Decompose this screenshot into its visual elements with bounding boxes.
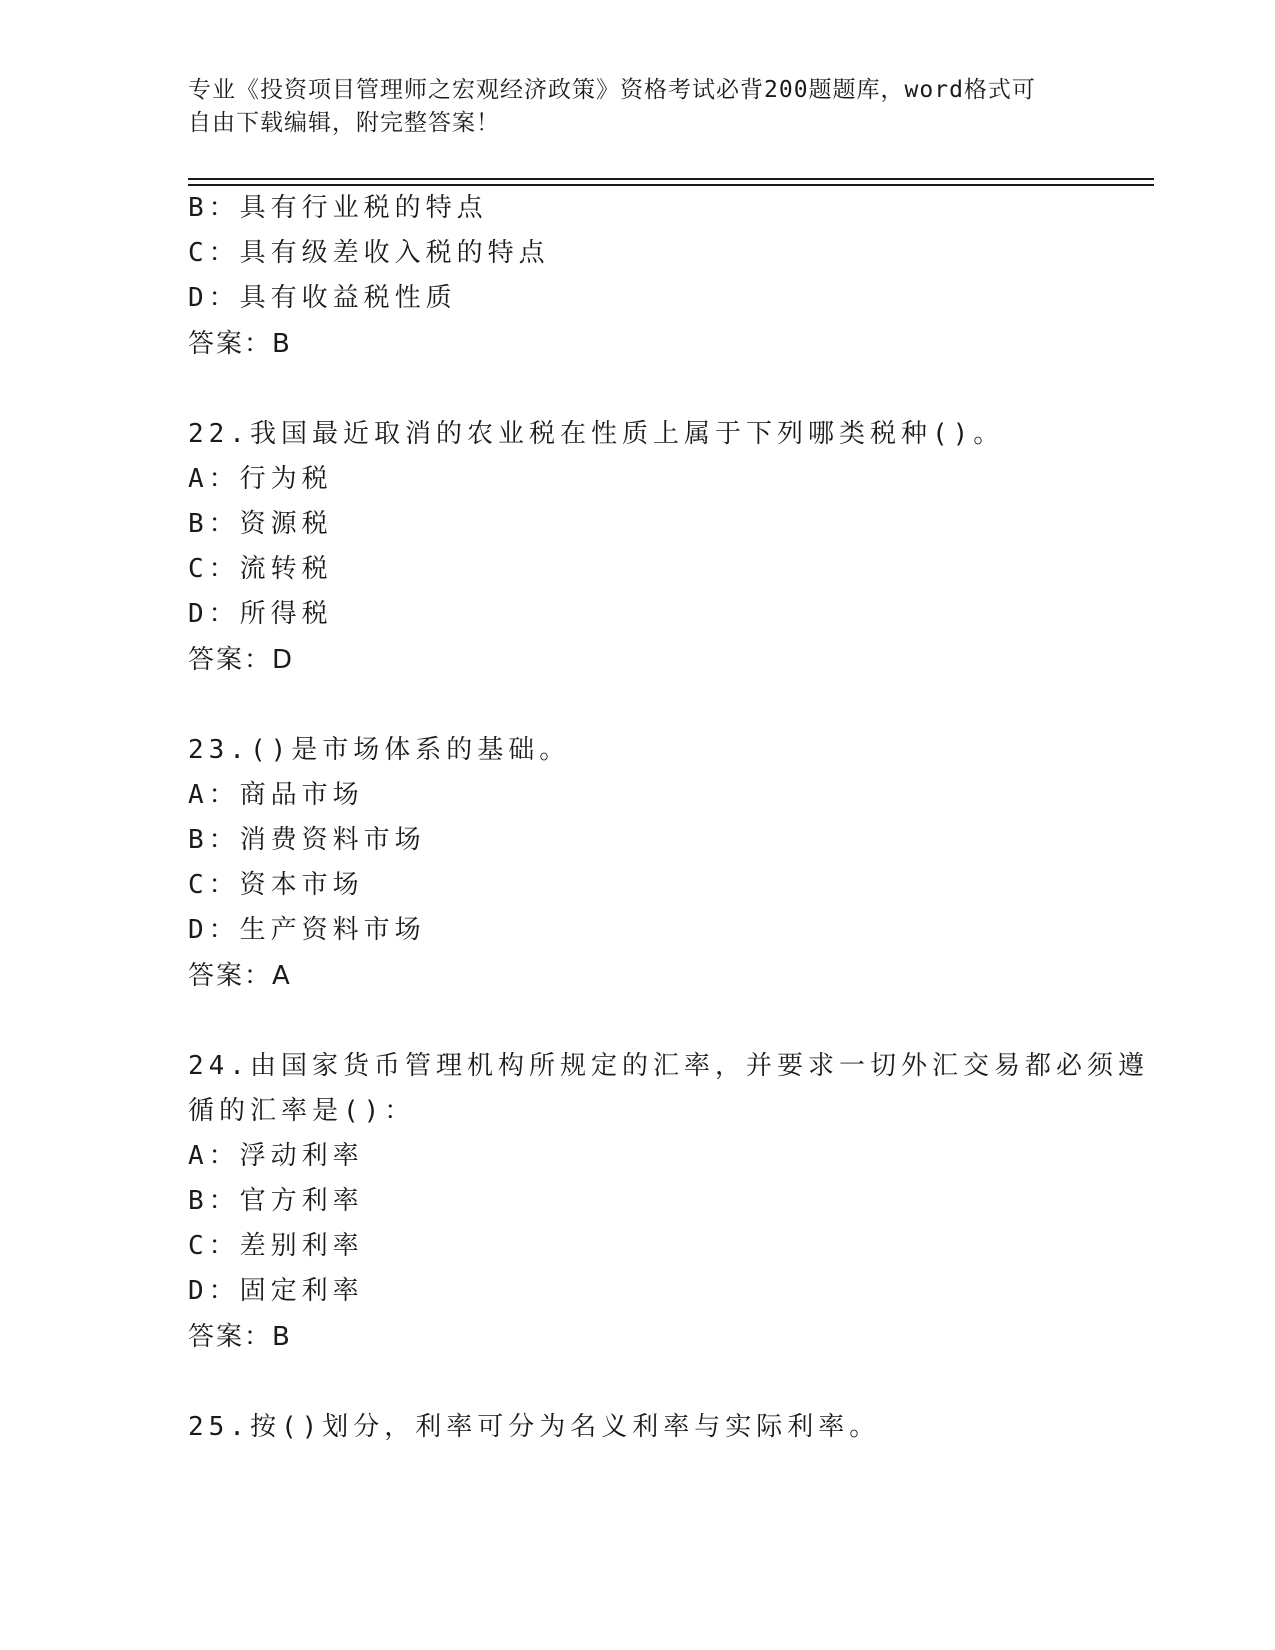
header-rule-top [188, 178, 1154, 180]
q23-option-a: A：商品市场 [188, 780, 364, 810]
q25-stem: 25.按()划分，利率可分为名义利率与实际利率。 [188, 1412, 881, 1442]
q21-option-c: C：具有级差收入税的特点 [188, 238, 550, 268]
q23-option-b: B：消费资料市场 [188, 825, 426, 855]
header-title-line-1: 专业《投资项目管理师之宏观经济政策》资格考试必背200题题库，word格式可 [188, 77, 1036, 103]
q22-option-c: C：流转税 [188, 554, 333, 584]
q21-option-b: B：具有行业税的特点 [188, 193, 488, 223]
q22-stem: 22.我国最近取消的农业税在性质上属于下列哪类税种()。 [188, 419, 1005, 449]
q22-answer: 答案：D [188, 645, 295, 675]
q24-option-d: D：固定利率 [188, 1276, 364, 1306]
q23-option-c: C：资本市场 [188, 870, 364, 900]
page-header [188, 74, 1068, 140]
q24-option-a: A：浮动利率 [188, 1141, 364, 1171]
q22-option-d: D：所得税 [188, 599, 333, 629]
q24-stem-line-2: 循的汇率是()： [188, 1096, 416, 1126]
q23-option-d: D：生产资料市场 [188, 915, 426, 945]
q23-answer: 答案：A [188, 961, 292, 991]
q22-option-b: B：资源税 [188, 509, 333, 539]
q24-option-b: B：官方利率 [188, 1186, 364, 1216]
q24-option-c: C：差别利率 [188, 1231, 364, 1261]
header-rule-bottom [188, 184, 1154, 186]
header-title-line-2: 自由下载编辑，附完整答案！ [188, 110, 500, 136]
q22-option-a: A：行为税 [188, 464, 333, 494]
q21-option-d: D：具有收益税性质 [188, 283, 457, 313]
q21-answer: 答案：B [188, 329, 292, 359]
q24-answer: 答案：B [188, 1322, 292, 1352]
q23-stem: 23.()是市场体系的基础。 [188, 735, 571, 765]
q24-stem-line-1: 24.由国家货币管理机构所规定的汇率，并要求一切外汇交易都必须遵 [188, 1051, 1149, 1081]
